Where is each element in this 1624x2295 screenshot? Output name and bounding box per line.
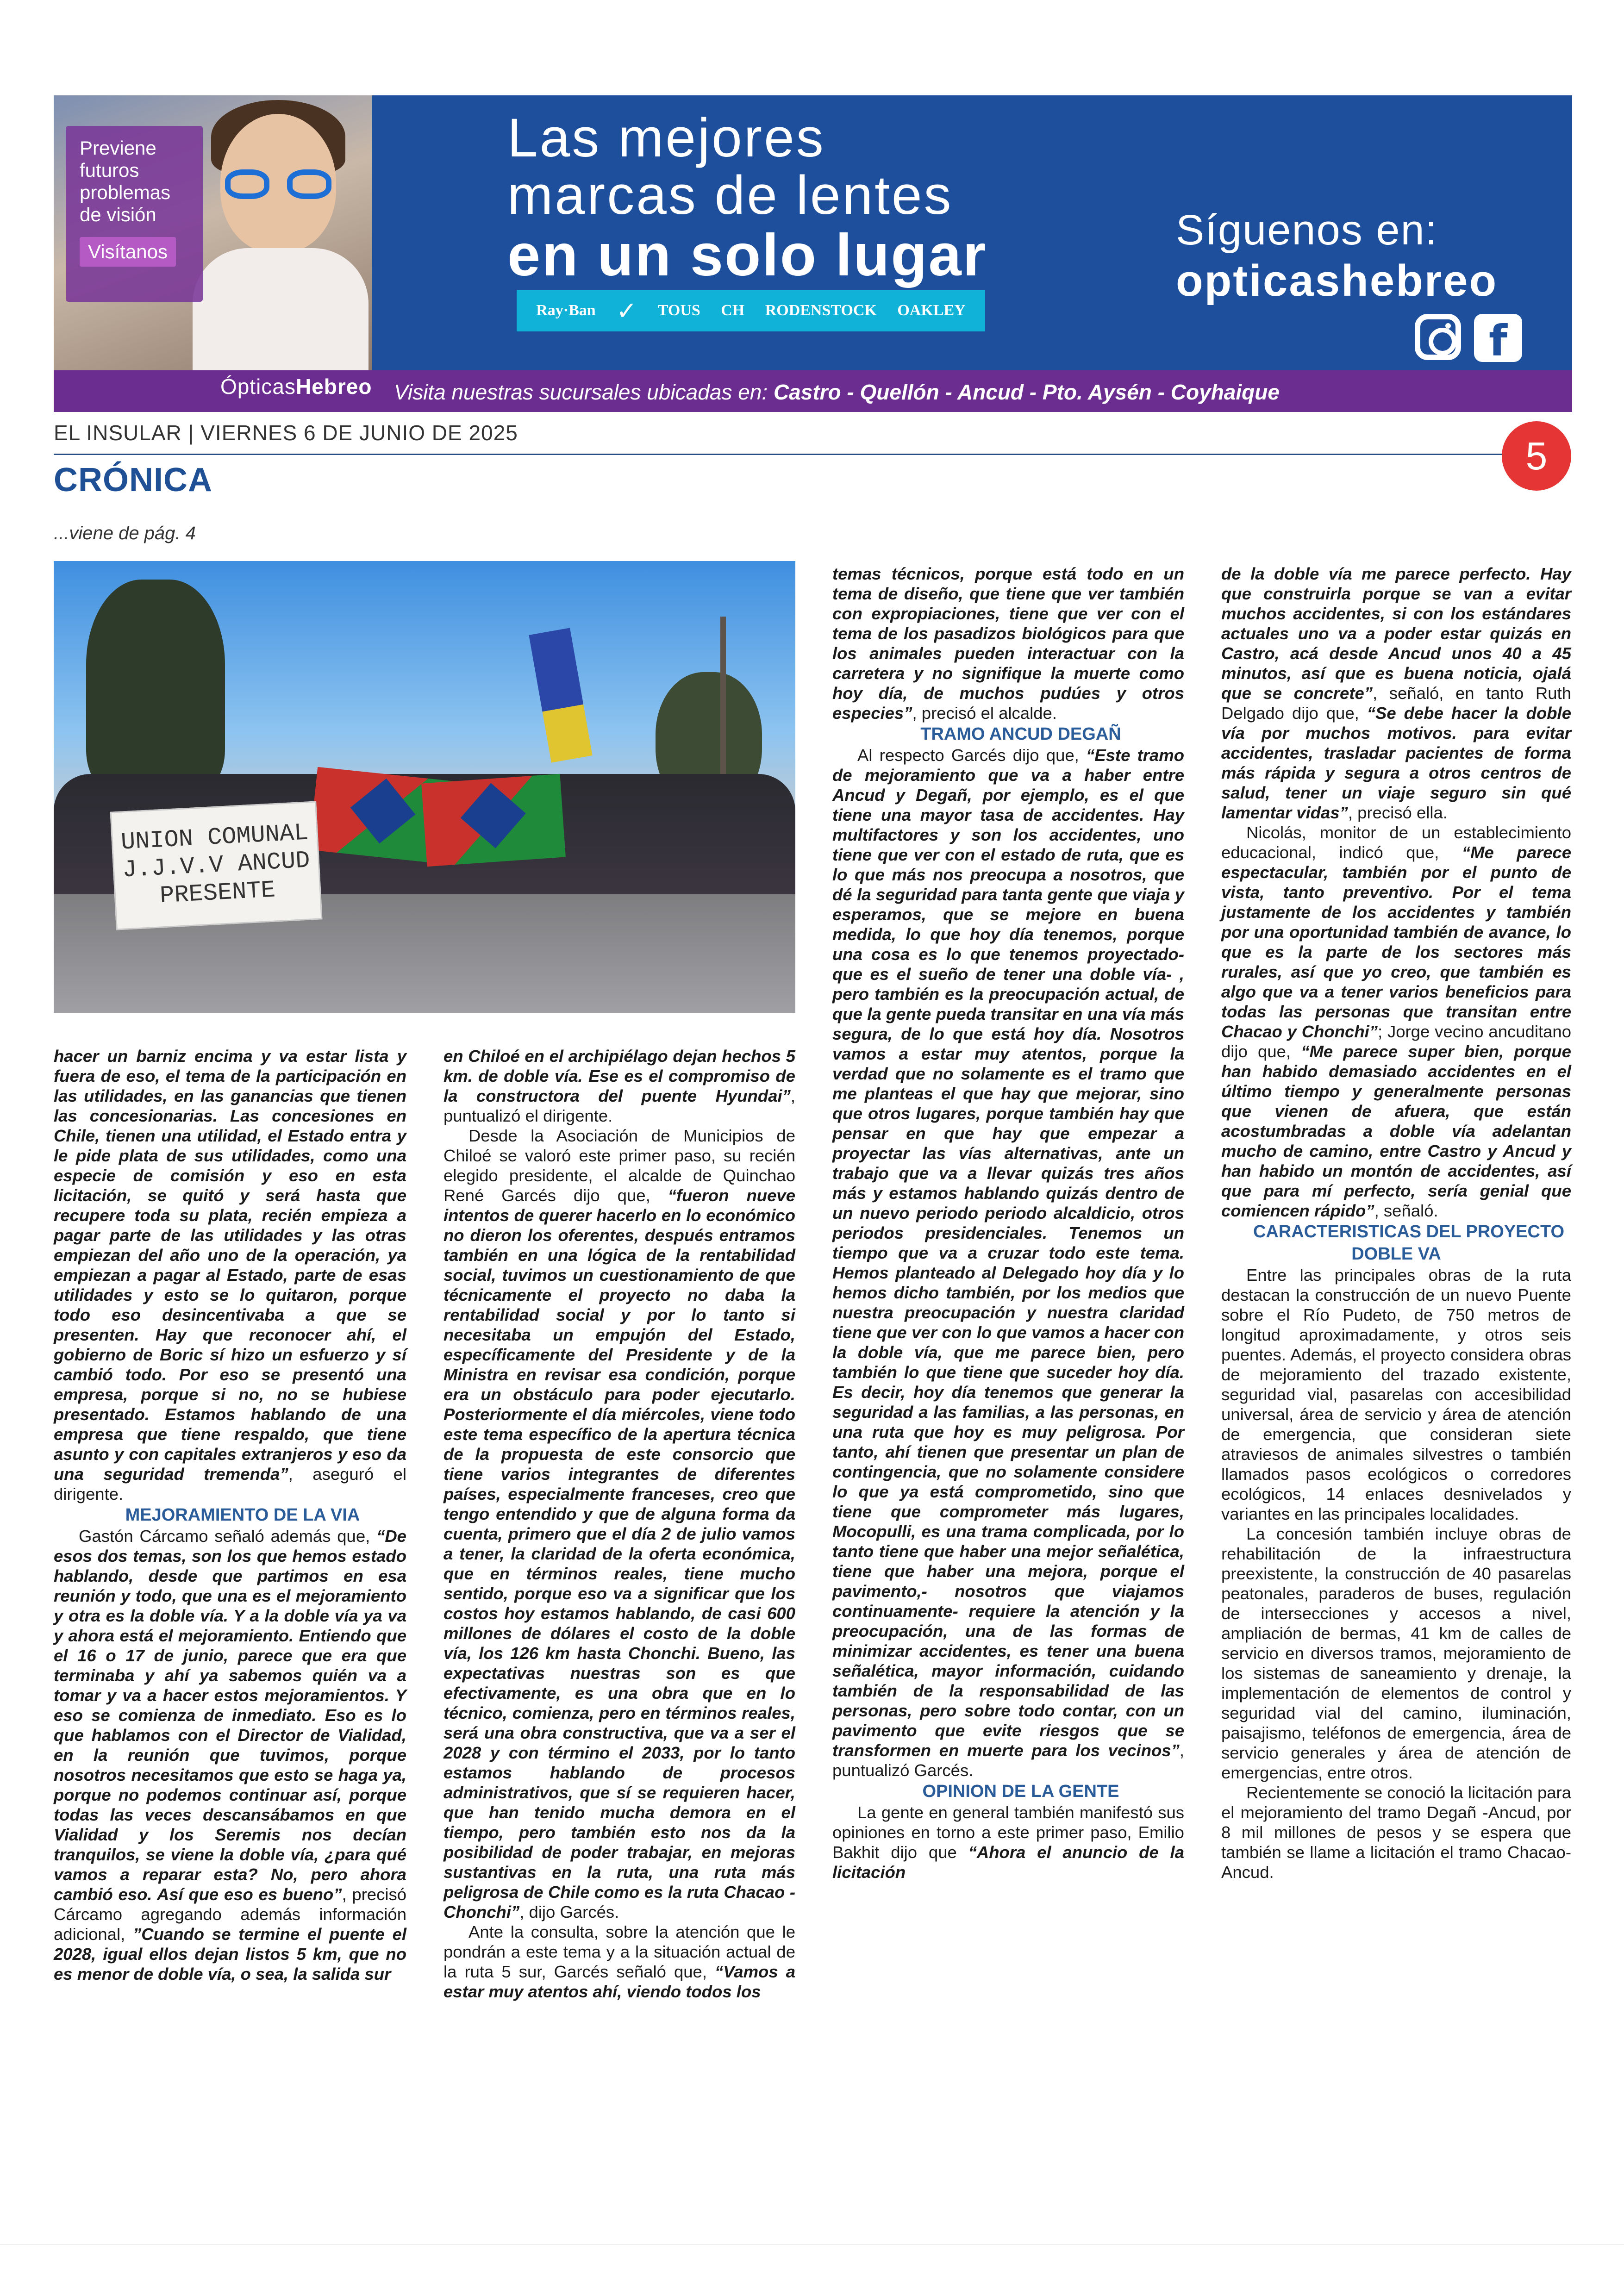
attribution-text: ; Jorge vecino ancuditano dijo que, <box>1221 1022 1571 1061</box>
quote-text: de la doble vía me parece perfecto. Hay que construirla porque se van a evitar muchos accidentes, si con los estándares actuales uno va a poder estar quizás en Castro, acá desde Ancud unos 40 a 45 minutos, así que es buena noticia, ojalá que se concrete” <box>1221 564 1571 703</box>
ad-follow-block <box>1176 205 1498 306</box>
article-paragraph <box>1221 564 1571 823</box>
article-paragraph <box>832 564 1184 723</box>
article-paragraph <box>443 1922 795 2002</box>
quote-text: “Ahora el anuncio de la licitación <box>832 1843 1184 1882</box>
article-subheading: OPINION DE LA GENTE <box>922 1782 1119 1801</box>
ad-tagline-line: problemas <box>80 181 171 203</box>
quote-text: “De esos dos temas, son los que hemos estado hablando, desde que partimos en esa reunión y todo, que una es el mejoramiento y otra es la doble vía. Y a la doble vía ya va y ahora está el mejoramiento. Entiendo que el 16 o 17 de junio, parece que era que terminaba y ahí ya sabemos quién va a tomar y va a hacer estos mejoramientos. Y eso se comienza de inmediato. Eso es lo que hablamos con el Director de Vialidad, en la reunión que tuvimos, porque nosotros necesitamos que esto se haga ya, porque no podemos continuar así, porque todas las veces descansábamos en que Vialidad y los Seremis nos decían tranquilos, se viene la doble vía, ¿para qué vamos a reparar esta? No, pero ahora cambió eso. Así que eso es bueno” <box>54 1527 406 1904</box>
article-paragraph: La concesión también incluye obras de rehabilitación de la infraestructura preexistente, la construcción de 40 pasarelas peatonales, paraderos de buses, regulación de intersecciones y accesos a nivel, ampliación de bermas, 41 km de calles de servicio en diversos tramos, mejoramiento de los sistemas de saneamiento y drenaje, la implementación de elementos de control y seguridad vial del camino, iluminación, paisajismo, teléfonos de emergencia, área de servicio generales y área de atención de emergencias, entre otros. <box>1221 1524 1571 1782</box>
photo-sign-line: J.J.V.V ANCUD <box>121 847 311 884</box>
ad-branches-text <box>394 380 1280 405</box>
ad-branches-bar <box>54 370 1572 412</box>
ad-photo-body <box>193 248 369 373</box>
attribution-text: , precisó el alcalde. <box>912 704 1057 723</box>
ad-slogan-line2: marcas de lentes <box>507 165 953 226</box>
article-subheading: MEJORAMIENTO DE LA VIA <box>125 1505 360 1525</box>
ad-store-logo <box>220 374 372 399</box>
quote-text: “Se debe hacer la doble vía por muchos motivos. para evitar accidentes, trasladar pacientes de forma más rápida y segura a otros centros de salud, tener un viaje seguro sin qué lamentar vidas” <box>1221 704 1571 822</box>
ad-social-icons <box>1415 314 1522 366</box>
quote-text: “Vamos a estar muy atentos ahí, viendo todos los <box>443 1962 795 2001</box>
page-folio: EL INSULAR | VIERNES 6 DE JUNIO DE 2025 <box>54 421 518 445</box>
ad-social-handle[interactable]: opticashebreo <box>1176 256 1498 306</box>
quote-text: temas técnicos, porque está todo en un tema de diseño, que tiene que ver también con expropiaciones, tiene que ver con el tema de los pasadizos biológicos para que los animales pueden interactuar con la carretera y no signifique la muerte como hoy día, de muchos pudúes y otros especies” <box>832 564 1184 723</box>
attribution-text: , dijo Garcés. <box>519 1902 619 1921</box>
article-paragraph <box>832 745 1184 1780</box>
article-subheading: CARACTERISTICAS DEL PROYECTO DOBLE VA <box>1253 1222 1565 1264</box>
body-text: Nicolás, monitor de un establecimiento educacional, indicó que, <box>1221 823 1571 862</box>
brand-logo-tous: TOUS <box>657 302 700 319</box>
quote-text: ”Cuando se termine el puente el 2028, igual ellos dejan listos 5 km, que no es menor de doble vía, o sea, la salida sur <box>54 1925 407 1983</box>
ad-tagline-line: de visión <box>80 204 156 225</box>
ad-visit-label[interactable]: Visítanos <box>80 237 176 267</box>
attribution-text: , aseguró el dirigente. <box>54 1465 407 1503</box>
brand-logo-ch: CH <box>721 302 745 319</box>
attribution-text: , puntualizó Garcés. <box>832 1741 1184 1780</box>
photo-flag <box>421 774 566 867</box>
article-photo-crowd <box>54 561 795 1013</box>
brand-logo-rodenstock: RODENSTOCK <box>765 302 877 319</box>
attribution-text: , precisó Cárcamo agregando además información adicional, <box>54 1885 406 1944</box>
facebook-icon[interactable]: f <box>1474 314 1522 362</box>
article-paragraph <box>443 1126 795 1922</box>
article-paragraph: Recientemente se conoció la licitación para el mejoramiento del tramo Degañ -Ancud, por 8 mil millones de pesos y se espera que también se llame a licitación el tramo Chacao- Ancud. <box>1221 1783 1572 1882</box>
article-paragraph <box>1221 823 1571 1221</box>
attribution-text: , señaló, en tanto Ruth Delgado dijo que, <box>1221 684 1572 723</box>
article-column-3 <box>832 564 1184 1882</box>
ad-slogan-line3: en un solo lugar <box>507 222 987 288</box>
page-number-badge: 5 <box>1502 421 1571 491</box>
advertisement-banner[interactable] <box>54 95 1572 412</box>
ad-store-logo-bold: Hebreo <box>295 374 372 399</box>
instagram-icon[interactable] <box>1415 314 1461 360</box>
quote-text: “Me parece espectacular, también por el punto de vista, tanto preventivo. Por el tema justamente de los accidentes y también por una oportunidad también de avance, lo que es la parte de los sectores más rurales, así que yo creo, que también es algo que va a tener varios beneficios para todas las personas que transitan entre Chacao y Chonchi” <box>1221 843 1571 1041</box>
body-text: Al respecto Garcés dijo que, <box>857 746 1087 765</box>
article-paragraph <box>443 1046 795 1126</box>
ad-branches-list: Castro - Quellón - Ancud - Pto. Aysén - Coyhaique <box>773 380 1280 404</box>
article-subheading: TRAMO ANCUD DEGAÑ <box>920 724 1121 744</box>
quote-text: “Este tramo de mejoramiento que va a haber entre Ancud y Degañ, por ejemplo, es el que tiene una mayor tasa de accidentes. Hay multifactores y son los accidentes, uno tiene que ver con el estado de ruta, que es lo que más nos preocupa a nosotros, que dé la seguridad para tanta gente que viaja y esperamos, que se mejore en buena medida, lo que hoy día tenemos, porque una cosa es lo que tenemos proyectado- que es el sueño de tener una doble vía- , pero también es la preocupación actual, de que la gente pueda transitar en una vía más segura, de lo que está hoy día. Nosotros vamos a estar muy atentos, porque la verdad que no solamente es el tramo que me planteas el que hay que mejorar, sino que otros lugares, porque también hay que pensar en que hay que empezar a proyectar las vías alternativas, ante un trabajo que va a llevar quizás tres años más y estamos hablando quizás dentro de un nuevo periodo periodo alcaldicio, otros periodos presidenciales. Tenemos un tiempo que va a cruzar todo este tema. Hemos planteado al Delegado hoy día y lo hemos dicho también, por los medios que nuestra preocupación y nuestra claridad tiene que ver con lo que vamos a hacer con la doble vía, que me parece bien, pero también lo que tiene que suceder hoy día. Es decir, hoy día tenemos que generar la seguridad a las familias, a las personas, en una ruta que hoy es muy peligrosa. Por tanto, ahí tienen que presentar un plan de contingencia, que no solamente considere lo que ya está comprometido, sino que tiene que comprometer más lugares, Mocopulli, es una trama complicada, por lo tanto tiene que haber una mejor señalética, tiene que haber una mejora, porque el pavimento,- nosotros que viajamos continuamente- requiere la atención y la preocupación, una de las formas de minimizar accidentes, es tener una buena señalética, mayor información, cuidando también de la responsabilidad de las personas, pero sobre todo contar, con un pavimento que evite riesgos que se transformen en muerte para los vecinos” <box>832 746 1185 1760</box>
photo-sign-line: UNION COMUNAL <box>120 819 309 856</box>
ad-follow-label: Síguenos en: <box>1176 206 1438 254</box>
quote-text: “Me parece super bien, porque han habido demasiado accidentes en el último tiempo y generalmente personas que vienen de afuera, que están acostumbradas a doble vía adelantan mucho de camino, entre Castro y Ancud y han habido un montón de accidentes, así que para mí perfecto, sería genial que comiencen rápido” <box>1221 1042 1571 1220</box>
ad-store-logo-light: Ópticas <box>220 374 296 399</box>
body-text: Ante la consulta, sobre la atención que le pondrán a este tema y a la situación actual de la ruta 5 sur, Garcés señaló que, <box>443 1922 795 1981</box>
attribution-text: , precisó ella. <box>1348 803 1448 822</box>
ad-slogan-line1: Las mejores <box>507 107 825 168</box>
photo-protest-sign <box>110 801 323 930</box>
section-title: CRÓNICA <box>54 461 212 499</box>
ad-tagline-box <box>66 126 203 302</box>
photo-tree <box>86 580 225 792</box>
article-paragraph <box>54 1046 406 1504</box>
article-column-2 <box>443 1046 795 2002</box>
ad-brand-strip <box>517 290 985 331</box>
brand-logo-rayban: Ray·Ban <box>536 302 596 319</box>
ad-slogan <box>507 109 987 287</box>
photo-chiloe-flag <box>529 628 592 762</box>
article-column-1 <box>54 1046 406 1984</box>
body-text: Gastón Cárcamo señaló además que, <box>79 1527 377 1546</box>
attribution-text: , señaló. <box>1374 1201 1438 1220</box>
article-paragraph: Entre las principales obras de la ruta destacan la construcción de un nuevo Puente sobre el Río Pudeto, de 750 metros de longitud aproximadamente, y otros seis puentes. Además, el proyecto considera obras de mejoramiento del trazado existente, seguridad vial, pasarelas con accesibilidad universal, área de servicio y área de atención de emergencia, que consideran siete atraviesos de animales silvestres o también llamados pasos ecológicos o corredores ecológicos, 14 enlaces desnivelados y variantes en las principales localidades. <box>1221 1266 1571 1523</box>
photo-sign-line: PRESENTE <box>159 876 276 910</box>
ad-photo-child-with-glasses <box>54 95 372 370</box>
ad-tagline-line: Previene <box>80 137 156 159</box>
continued-from-note: ...viene de pág. 4 <box>54 523 196 543</box>
ad-tagline-line: futuros <box>80 159 139 181</box>
quote-text: “fueron nueve intentos de querer hacerlo en lo económico no dieron los oferentes, después entramos también en una lógica de la rentabilidad social, tuvimos un cuestionamiento de que técnicamente el proyecto no daba la rentabilidad social y por lo tanto si necesitaba un empujón del Estado, específicamente del Presidente y de la Ministra en revisar esa condición, porque era un obstáculo para poder ejecutarlo. Posteriormente el día miércoles, viene todo este tema específico de la apertura técnica de la propuesta de este consorcio que tiene varios integrantes de diferentes países, especialmente franceses, creo que tengo entendido y que de alguna forma da cuenta, primero que el día 2 de julio vamos a tener, la claridad de la oferta económica, que en términos reales, tiene mucho sentido, porque eso va a significar que los costos hoy estamos hablando, de casi 600 millones de dólares el costo de la doble vía, los 126 km hasta Chonchi. Bueno, las expectativas nuestras son es que efectivamente, es una obra que en lo técnico, comienza, pero en términos reales, será una obra constructiva, que va a ser el 2028 y con término el 2033, por lo tanto estamos hablando de procesos administrativos, que sí se requieren hacer, que han tenido mucha demora en el tiempo, pero también esto nos da la posibilidad de poder trabajar, en mejoras sustantivas en la ruta, una ruta más peligrosa de Chile como es la ruta Chacao -Chonchi” <box>443 1186 795 1921</box>
glasses-icon <box>225 169 331 199</box>
quote-text: hacer un barniz encima y va estar lista y fuera de eso, el tema de la participación en las utilidades, en las ganancias que tienen las concesionarias. Las concesiones en Chile, tienen una utilidad, el Estado entra y le pide plata de sus utilidades, como una especie de comisión y eso en esta licitación, se quitó y será hasta que recupere toda su plata, recién empieza a pagar parte de las utilidades y las otras empiezan del año uno de la operación, ya empiezan a pagar al Estado, parte de esas utilidades y esto se lo quitaron, porque todo eso desincentivaba a que se presenten. Hay que reconocer ahí, el gobierno de Boric sí hizo un esfuerzo y sí cambió todo. Por eso se presentó una empresa, porque si no, no se hubiese presentado. Estamos hablando de una empresa que tiene respaldo, que tiene asunto y con capitales extranjeros y eso da una seguridad tremenda” <box>54 1047 406 1484</box>
brand-logo-nike: ✓ <box>616 296 637 325</box>
brand-logo-oakley: OAKLEY <box>897 302 966 319</box>
attribution-text: , puntualizó el dirigente. <box>443 1086 795 1125</box>
header-divider <box>54 454 1502 455</box>
body-text: Desde la Asociación de Municipios de Chiloé se valoró este primer paso, su recién elegido presidente, el alcalde de Quinchao René Garcés dijo que, <box>443 1126 795 1205</box>
ad-branches-intro: Visita nuestras sucursales ubicadas en: <box>394 380 768 404</box>
article-paragraph <box>832 1802 1184 1882</box>
body-text: La gente en general también manifestó sus opiniones en torno a este primer paso, Emilio Bakhit dijo que <box>832 1803 1184 1862</box>
quote-text: en Chiloé en el archipiélago dejan hechos 5 km. de doble vía. Ese es el compromiso de la constructora del puente Hyundai” <box>443 1047 795 1105</box>
article-paragraph <box>54 1526 406 1984</box>
footer-divider <box>0 2244 1624 2245</box>
article-column-4 <box>1221 564 1571 1882</box>
